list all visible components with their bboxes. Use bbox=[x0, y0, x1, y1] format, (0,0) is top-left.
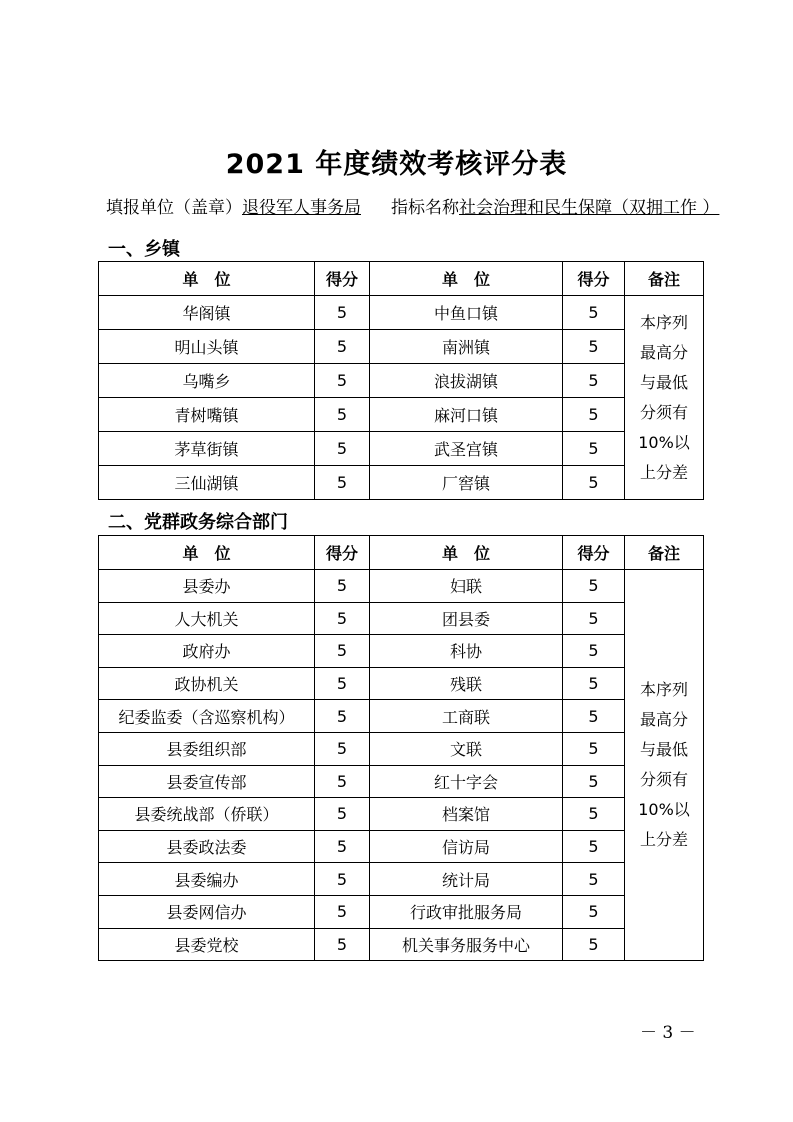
unit-cell: 行政审批服务局 bbox=[370, 895, 563, 928]
header-unit: 单 位 bbox=[99, 536, 315, 570]
note-line: 本序列 bbox=[639, 680, 688, 700]
table-row bbox=[99, 667, 704, 700]
score-cell: 5 bbox=[563, 667, 625, 700]
unit-cell: 明山头镇 bbox=[99, 330, 315, 364]
table-row bbox=[99, 364, 704, 398]
table-header-row bbox=[99, 536, 704, 570]
score-cell: 5 bbox=[563, 765, 625, 798]
score-cell: 5 bbox=[563, 296, 625, 330]
note-line: 分须有 bbox=[639, 770, 688, 790]
header-note: 备注 bbox=[625, 262, 704, 296]
note-line: 上分差 bbox=[639, 462, 688, 482]
note-line: 本序列 bbox=[639, 312, 688, 332]
score-cell: 5 bbox=[315, 863, 370, 896]
unit-cell: 县委统战部（侨联） bbox=[99, 798, 315, 831]
table-row bbox=[99, 398, 704, 432]
note-line: 与最低 bbox=[639, 740, 688, 760]
score-cell: 5 bbox=[563, 700, 625, 733]
score-cell: 5 bbox=[315, 732, 370, 765]
table-row bbox=[99, 928, 704, 961]
unit-cell: 残联 bbox=[370, 667, 563, 700]
fill-info-row bbox=[106, 193, 746, 218]
departments-score-table bbox=[98, 535, 704, 961]
table-row bbox=[99, 830, 704, 863]
score-cell: 5 bbox=[563, 466, 625, 500]
table-row bbox=[99, 466, 704, 500]
score-cell: 5 bbox=[315, 466, 370, 500]
table-row bbox=[99, 732, 704, 765]
note-line: 分须有 bbox=[639, 402, 688, 422]
unit-cell: 团县委 bbox=[370, 602, 563, 635]
unit-cell: 纪委监委（含巡察机构） bbox=[99, 700, 315, 733]
score-cell: 5 bbox=[315, 330, 370, 364]
unit-cell: 统计局 bbox=[370, 863, 563, 896]
unit-cell: 科协 bbox=[370, 635, 563, 668]
header-score: 得分 bbox=[563, 536, 625, 570]
note-line: 10%以 bbox=[638, 432, 690, 452]
score-cell: 5 bbox=[315, 635, 370, 668]
header-unit: 单 位 bbox=[370, 536, 563, 570]
score-cell: 5 bbox=[563, 863, 625, 896]
score-cell: 5 bbox=[563, 895, 625, 928]
header-score: 得分 bbox=[563, 262, 625, 296]
table-row bbox=[99, 700, 704, 733]
unit-cell: 档案馆 bbox=[370, 798, 563, 831]
score-cell: 5 bbox=[315, 830, 370, 863]
unit-cell: 县委政法委 bbox=[99, 830, 315, 863]
table-row bbox=[99, 863, 704, 896]
unit-cell: 人大机关 bbox=[99, 602, 315, 635]
towns-score-table bbox=[98, 261, 704, 500]
table-row bbox=[99, 296, 704, 330]
unit-cell: 政协机关 bbox=[99, 667, 315, 700]
unit-cell: 信访局 bbox=[370, 830, 563, 863]
unit-label: 填报单位（盖章） bbox=[106, 198, 242, 218]
unit-cell: 中鱼口镇 bbox=[370, 296, 563, 330]
unit-cell: 县委宣传部 bbox=[99, 765, 315, 798]
score-cell: 5 bbox=[563, 570, 625, 603]
score-cell: 5 bbox=[315, 602, 370, 635]
unit-cell: 茅草街镇 bbox=[99, 432, 315, 466]
score-cell: 5 bbox=[563, 432, 625, 466]
unit-cell: 乌嘴乡 bbox=[99, 364, 315, 398]
unit-cell: 机关事务服务中心 bbox=[370, 928, 563, 961]
table-row bbox=[99, 765, 704, 798]
section-title-departments: 二、党群政务综合部门 bbox=[108, 512, 288, 533]
score-cell: 5 bbox=[315, 928, 370, 961]
score-cell: 5 bbox=[563, 398, 625, 432]
note-cell bbox=[625, 570, 704, 961]
indicator-value: 社会治理和民生保障（双拥工作 ） bbox=[459, 198, 720, 218]
table-row bbox=[99, 602, 704, 635]
score-cell: 5 bbox=[563, 798, 625, 831]
header-score: 得分 bbox=[315, 262, 370, 296]
unit-cell: 县委网信办 bbox=[99, 895, 315, 928]
score-cell: 5 bbox=[315, 570, 370, 603]
score-cell: 5 bbox=[563, 830, 625, 863]
score-cell: 5 bbox=[315, 398, 370, 432]
header-unit: 单 位 bbox=[99, 262, 315, 296]
note-line: 最高分 bbox=[639, 342, 688, 362]
note-line: 最高分 bbox=[639, 710, 688, 730]
unit-cell: 文联 bbox=[370, 732, 563, 765]
unit-cell: 三仙湖镇 bbox=[99, 466, 315, 500]
unit-cell: 县委党校 bbox=[99, 928, 315, 961]
unit-cell: 妇联 bbox=[370, 570, 563, 603]
header-note: 备注 bbox=[625, 536, 704, 570]
table-row bbox=[99, 432, 704, 466]
score-cell: 5 bbox=[563, 928, 625, 961]
score-cell: 5 bbox=[563, 732, 625, 765]
section-title-towns: 一、乡镇 bbox=[108, 239, 180, 260]
score-cell: 5 bbox=[563, 364, 625, 398]
table-row bbox=[99, 570, 704, 603]
unit-cell: 政府办 bbox=[99, 635, 315, 668]
score-cell: 5 bbox=[563, 602, 625, 635]
score-cell: 5 bbox=[315, 667, 370, 700]
table-row bbox=[99, 798, 704, 831]
unit-cell: 厂窖镇 bbox=[370, 466, 563, 500]
page-title: 2021 年度绩效考核评分表 bbox=[225, 149, 568, 180]
unit-cell: 工商联 bbox=[370, 700, 563, 733]
unit-cell: 青树嘴镇 bbox=[99, 398, 315, 432]
unit-cell: 华阁镇 bbox=[99, 296, 315, 330]
header-score: 得分 bbox=[315, 536, 370, 570]
note-line: 上分差 bbox=[639, 830, 688, 850]
table-row bbox=[99, 635, 704, 668]
unit-cell: 县委组织部 bbox=[99, 732, 315, 765]
unit-cell: 红十字会 bbox=[370, 765, 563, 798]
table-row bbox=[99, 895, 704, 928]
indicator-label: 指标名称 bbox=[391, 198, 459, 218]
header-unit: 单 位 bbox=[370, 262, 563, 296]
score-cell: 5 bbox=[315, 432, 370, 466]
table-header-row bbox=[99, 262, 704, 296]
unit-cell: 麻河口镇 bbox=[370, 398, 563, 432]
unit-cell: 南洲镇 bbox=[370, 330, 563, 364]
unit-cell: 武圣宫镇 bbox=[370, 432, 563, 466]
note-line: 与最低 bbox=[639, 372, 688, 392]
note-cell bbox=[625, 296, 704, 500]
score-cell: 5 bbox=[315, 364, 370, 398]
score-cell: 5 bbox=[315, 765, 370, 798]
score-cell: 5 bbox=[315, 895, 370, 928]
unit-cell: 浪拔湖镇 bbox=[370, 364, 563, 398]
score-cell: 5 bbox=[315, 798, 370, 831]
unit-cell: 县委办 bbox=[99, 570, 315, 603]
score-cell: 5 bbox=[563, 635, 625, 668]
page-number: － 3 － bbox=[640, 1023, 696, 1043]
score-cell: 5 bbox=[315, 700, 370, 733]
unit-value: 退役军人事务局 bbox=[242, 198, 361, 218]
table-row bbox=[99, 330, 704, 364]
note-line: 10%以 bbox=[638, 800, 690, 820]
score-cell: 5 bbox=[563, 330, 625, 364]
unit-cell: 县委编办 bbox=[99, 863, 315, 896]
score-cell: 5 bbox=[315, 296, 370, 330]
